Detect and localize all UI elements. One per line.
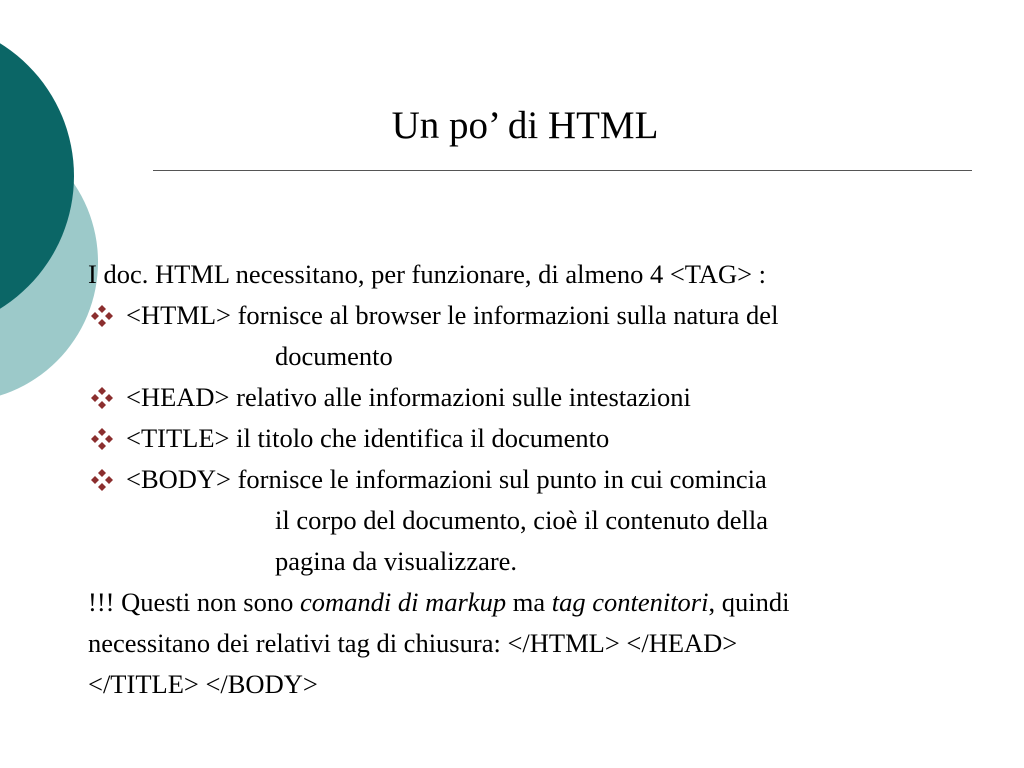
note-middle: ma (506, 587, 552, 617)
bullet-item-html (88, 295, 1008, 336)
bullet-continuation: pagina da visualizzare. (275, 546, 518, 576)
note-emphasis-containers: tag contenitori (551, 587, 709, 617)
note-line-2: necessitano dei relativi tag di chiusura: </HTML> </HEAD> (88, 628, 738, 658)
bullet-continuation: documento (275, 341, 393, 371)
bullet-text: <BODY> fornisce le informazioni sul punto in cui comincia (126, 464, 767, 494)
note-line-3: </TITLE> </BODY> (88, 669, 318, 699)
note-line-1 (88, 582, 1008, 623)
slide-title: Un po’ di HTML (391, 104, 659, 147)
four-diamond-bullet-icon (90, 377, 118, 418)
four-diamond-bullet-icon (90, 418, 118, 459)
four-diamond-bullet-icon (90, 459, 118, 500)
note-emphasis-markup: comandi di markup (299, 587, 507, 617)
bullet-text: <HEAD> relativo alle informazioni sulle intestazioni (126, 382, 691, 412)
bullet-continuation: il corpo del documento, cioè il contenuto della (275, 505, 769, 535)
bullet-item-title (88, 418, 1008, 459)
bullet-text: <HTML> fornisce al browser le informazioni sulla natura del (126, 300, 779, 330)
note-suffix: , quindi (708, 587, 790, 617)
four-diamond-bullet-icon (90, 295, 118, 336)
title-divider (153, 170, 972, 171)
bullet-text: <TITLE> il titolo che identifica il documento (126, 423, 610, 453)
bullet-item-body (88, 459, 1008, 500)
slide-body (88, 254, 1008, 705)
intro-line: I doc. HTML necessitano, per funzionare, di almeno 4 <TAG> : (88, 259, 767, 289)
note-prefix: !!! Questi non sono (88, 587, 300, 617)
bullet-item-head (88, 377, 1008, 418)
